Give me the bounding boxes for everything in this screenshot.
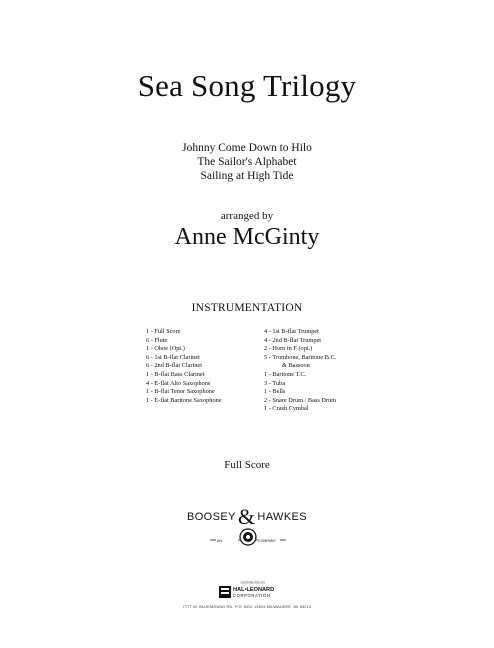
instrument-item: 4 - 1st B-flat Trumpet: [264, 328, 319, 335]
instrument-item: 1 - Baritone T.C.: [264, 370, 307, 378]
publisher-name-right: HAWKES: [257, 511, 308, 523]
arranged-by-label: arranged by: [220, 210, 274, 222]
piece-list: [0, 141, 494, 183]
page-title: Sea Song Trilogy: [137, 68, 357, 103]
instrument-item: 6 - Flute: [146, 336, 168, 344]
instrument-list-left: [146, 328, 222, 405]
svg-text:AN: AN: [217, 539, 222, 543]
instrument-item: 1 - B-flat Bass Clarinet: [146, 370, 205, 378]
instrument-item: 1 - B-flat Tenor Saxophone: [146, 388, 215, 396]
publisher-address: 7777 W. BLUEMOUND RD. P.O. BOX 13819 MILWAUKEE, WI 53213: [182, 605, 312, 609]
instrument-list-right: [264, 328, 336, 414]
publisher-name-left: BOOSEY: [186, 511, 236, 523]
instrumentation-heading: INSTRUMENTATION: [191, 302, 303, 314]
instrument-item: 1 - Oboe (Opt.): [146, 345, 185, 353]
instrument-item: 5 - Trombone, Baritone B.C.: [264, 353, 337, 361]
instrument-item: 2 - Snare Drum / Bass Drum: [264, 396, 337, 404]
piece-title: Johnny Come Down to Hilo: [182, 142, 312, 154]
svg-text:COMPANY: COMPANY: [258, 539, 276, 543]
instrument-item: 4 - E-flat Alto Saxophone: [146, 379, 211, 387]
svg-text:HAL•LEONARD: HAL•LEONARD: [233, 587, 275, 593]
publisher-ampersand: &: [237, 504, 256, 529]
instrument-item: 6 - 2nd B-flat Clarinet: [146, 362, 202, 370]
score-type-label: Full Score: [224, 459, 270, 471]
piece-title: Sailing at High Tide: [200, 170, 294, 182]
arranger-name: Anne McGinty: [174, 224, 320, 250]
svg-text:DISTRIBUTED BY: DISTRIBUTED BY: [240, 580, 266, 585]
instrument-item: 1 - Full Score: [146, 328, 181, 335]
instrument-item: 4 - 2nd B-flat Trumpet: [264, 336, 322, 344]
svg-text:CORPORATION: CORPORATION: [233, 593, 271, 598]
instrument-item: 6 - 1st B-flat Clarinet: [146, 353, 200, 361]
instrument-item: 3 - Tuba: [264, 379, 285, 387]
piece-title: The Sailor's Alphabet: [197, 156, 297, 168]
company-badge-logo: [208, 526, 288, 548]
hal-leonard-logo: [218, 580, 288, 600]
instrument-item: 1 - Bells: [264, 388, 286, 396]
instrument-item: & Bassoon: [282, 362, 310, 370]
instrument-item: 1 - Crash Cymbal: [264, 405, 309, 413]
instrument-item: 2 - Horn in F (opt.): [264, 345, 313, 353]
instrument-item: 1 - E-flat Baritone Saxophone: [146, 396, 222, 404]
